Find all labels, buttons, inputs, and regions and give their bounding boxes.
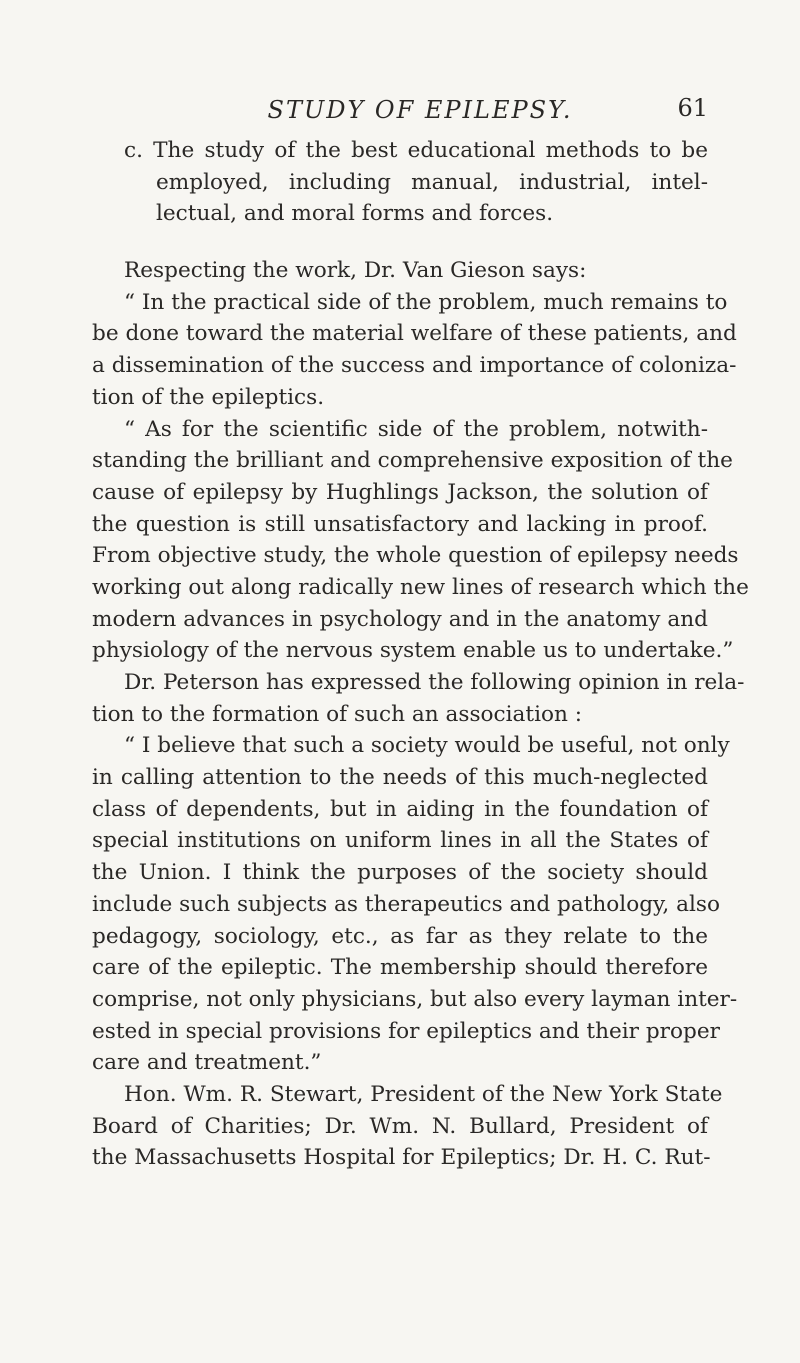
text-line: standing the brilliant and comprehensive exposition of the	[92, 448, 733, 474]
text-line: the Union. I think the purposes of the society should	[92, 860, 708, 886]
text-line: class of dependents, but in aiding in the foundation of	[92, 796, 708, 822]
text-line: the Massachusetts Hospital for Epileptics; Dr. H. C. Rut-	[92, 1145, 711, 1171]
text-line: “ I believe that such a society would be useful, not only	[124, 733, 730, 759]
text-line: include such subjects as therapeutics and pathology, also	[92, 891, 720, 917]
text-line: care and treatment.”	[92, 1050, 322, 1076]
text-line: Dr. Peterson has expressed the following opinion in rela-	[124, 670, 745, 695]
text-line: cause of epilepsy by Hughlings Jackson, the solution of	[92, 479, 708, 505]
text-line: tion to the formation of such an association :	[92, 701, 583, 727]
text-line: working out along radically new lines of research which the	[92, 574, 749, 600]
text-line: From objective study, the whole question of epilepsy needs	[92, 543, 739, 569]
text-line: be done toward the material welfare of these patients, and	[92, 321, 737, 347]
page-number: 61	[677, 94, 708, 122]
text-line: the question is still unsatisfactory and lacking in proof.	[92, 511, 708, 537]
text-line: ested in special provisions for epileptics and their proper	[92, 1018, 720, 1044]
text-line: in calling attention to the needs of this much-neglected	[92, 765, 708, 791]
text-line: care of the epileptic. The membership should therefore	[92, 955, 708, 981]
text-line: “ In the practical side of the problem, much remains to	[124, 289, 728, 315]
text-line: Hon. Wm. R. Stewart, President of the New York State	[124, 1081, 723, 1107]
paragraph-gap	[92, 230, 708, 255]
text-line: c. The study of the best educational methods to be	[124, 138, 708, 163]
text-line: tion of the epileptics.	[92, 384, 325, 410]
text-line: a dissemination of the success and importance of coloniza-	[92, 353, 737, 379]
text-line: modern advances in psychology and in the anatomy and	[92, 606, 708, 632]
text-line: Board of Charities; Dr. Wm. N. Bullard, President of	[92, 1113, 708, 1139]
text-line: special institutions on uniform lines in all the States of	[92, 828, 708, 854]
text-line: Respecting the work, Dr. Van Gieson says:	[124, 258, 587, 284]
text-line: pedagogy, sociology, etc., as far as they relate to the	[92, 923, 708, 949]
body-text	[92, 135, 749, 1174]
text-line: “ As for the scientific side of the problem, notwith-	[124, 416, 708, 442]
running-head: STUDY OF EPILEPSY.	[267, 96, 573, 124]
text-line: physiology of the nervous system enable us to undertake.”	[92, 638, 734, 664]
text-line: comprise, not only physicians, but also every layman inter-	[92, 986, 738, 1012]
text-line: employed, including manual, industrial, intel-	[156, 169, 708, 195]
text-line: lectual, and moral forms and forces.	[156, 201, 554, 227]
